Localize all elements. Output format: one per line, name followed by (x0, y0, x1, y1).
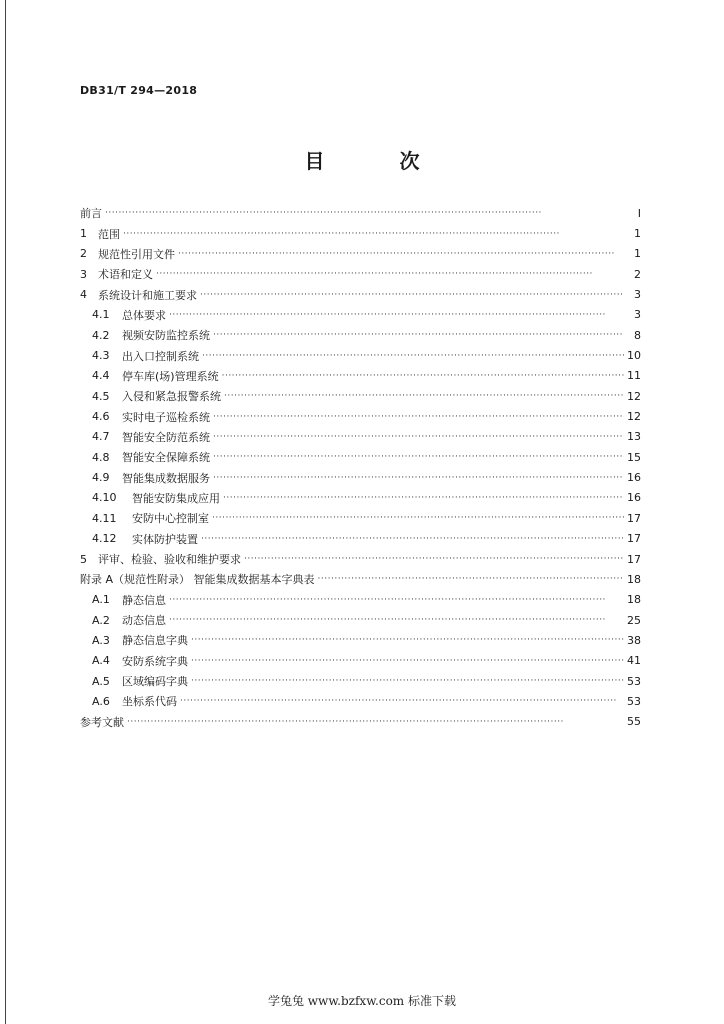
toc-entry[interactable] (80, 447, 641, 467)
toc-entry-label: 区域编码字典 (122, 675, 188, 689)
toc-entry-page: 1 (634, 227, 641, 241)
toc-entry-number: 4.2 (92, 328, 110, 342)
toc-entry-label: 前言 (80, 207, 102, 221)
toc-entry-page: 25 (627, 613, 641, 627)
toc-entry[interactable] (80, 264, 641, 284)
toc-entry-label: 坐标系代码 (122, 695, 177, 709)
dot-leader (105, 208, 624, 218)
dot-leader (223, 493, 624, 503)
toc-entry-label: 智能安全防范系统 (122, 430, 210, 444)
toc-entry-page: 8 (634, 328, 641, 342)
toc-entry[interactable] (80, 671, 641, 691)
toc-entry-number: 2 (80, 247, 87, 261)
toc-entry-number: A.1 (92, 593, 110, 607)
toc-entry-page: 38 (627, 633, 641, 647)
toc-entry-number: 4.1 (92, 308, 110, 322)
toc-entry-page: 55 (627, 715, 641, 729)
toc-entry[interactable] (80, 325, 641, 345)
toc-entry-number: A.2 (92, 613, 110, 627)
toc-entry[interactable] (80, 630, 641, 650)
toc-entry[interactable] (80, 569, 641, 589)
toc-entry-number: 4.7 (92, 430, 110, 444)
toc-entry-label: 实体防护装置 (132, 532, 198, 546)
toc-entry-page: 1 (634, 247, 641, 261)
dot-leader (224, 391, 624, 401)
dot-leader (191, 656, 624, 666)
toc-entry[interactable] (80, 386, 641, 406)
toc-entry-label: 参考文献 (80, 715, 124, 729)
toc-entry[interactable] (80, 223, 641, 243)
toc-entry-number: A.6 (92, 694, 110, 708)
dot-leader (213, 452, 624, 462)
toc-entry-label: 动态信息 (122, 614, 166, 628)
toc-entry-number: 3 (80, 267, 87, 281)
toc-entry-page: 17 (627, 552, 641, 566)
page-title: 目 次 (304, 149, 454, 173)
toc-entry[interactable] (80, 345, 641, 365)
toc-entry-page: 17 (627, 532, 641, 546)
toc-entry-page: Ⅰ (637, 206, 641, 220)
toc-entry[interactable] (80, 712, 641, 732)
toc-entry[interactable] (80, 244, 641, 264)
toc-entry-label: 入侵和紧急报警系统 (122, 390, 221, 404)
dot-leader (213, 330, 624, 340)
dot-leader (213, 432, 624, 442)
toc-entry[interactable] (80, 549, 641, 569)
toc-entry-label: 视频安防监控系统 (122, 329, 210, 343)
dot-leader (244, 554, 624, 564)
toc-entry-number: 4.3 (92, 349, 110, 363)
toc-entry-page: 16 (627, 491, 641, 505)
toc-entry-number: A.5 (92, 674, 110, 688)
toc-entry-number: 4.5 (92, 389, 110, 403)
toc-entry[interactable] (80, 610, 641, 630)
toc-entry-label: 停车库(场)管理系统 (122, 369, 219, 383)
toc-entry[interactable] (80, 284, 641, 304)
toc-entry-page: 16 (627, 471, 641, 485)
toc-entry-label: 实时电子巡检系统 (122, 410, 210, 424)
toc-entry-label: 静态信息字典 (122, 634, 188, 648)
toc-entry-page: 13 (627, 430, 641, 444)
toc-entry-page: 2 (634, 267, 641, 281)
toc-entry-number: 4.6 (92, 410, 110, 424)
dot-leader (191, 676, 624, 686)
toc-entry-label: 静态信息 (122, 593, 166, 607)
toc-entry[interactable] (80, 406, 641, 426)
toc-entry-number: A.4 (92, 654, 110, 668)
toc-entry-page: 12 (627, 410, 641, 424)
dot-leader (123, 229, 624, 239)
toc-entry-number: 4.11 (92, 511, 117, 525)
toc-entry-label: 安防中心控制室 (132, 512, 209, 526)
toc-entry-page: 3 (634, 308, 641, 322)
toc-entry-number: 5 (80, 552, 87, 566)
toc-entry-number: 4.12 (92, 532, 117, 546)
toc-entry[interactable] (80, 529, 641, 549)
toc-entry[interactable] (80, 488, 641, 508)
dot-leader (213, 412, 624, 422)
dot-leader (191, 635, 624, 645)
toc-entry-label: 安防系统字典 (122, 654, 188, 668)
toc-entry-label: 附录 A（规范性附录） 智能集成数据基本字典表 (80, 573, 315, 587)
dot-leader (178, 249, 624, 259)
toc-entry-page: 18 (627, 593, 641, 607)
toc-entry-label: 评审、检验、验收和维护要求 (98, 553, 241, 567)
dot-leader (212, 513, 624, 523)
toc-entry[interactable] (80, 305, 641, 325)
dot-leader (180, 696, 624, 706)
dot-leader (169, 595, 624, 605)
toc-entry-label: 智能安防集成应用 (132, 491, 220, 505)
dot-leader (169, 615, 624, 625)
toc-entry-page: 18 (627, 572, 641, 586)
toc-entry[interactable] (80, 691, 641, 711)
toc-entry-number: A.3 (92, 633, 110, 647)
dot-leader (127, 717, 624, 727)
toc-entry-page: 12 (627, 389, 641, 403)
toc-entry[interactable] (80, 590, 641, 610)
toc-entry-label: 范围 (98, 227, 120, 241)
toc-entry-label: 规范性引用文件 (98, 247, 175, 261)
dot-leader (200, 290, 624, 300)
table-of-contents (80, 203, 641, 732)
dot-leader (318, 574, 624, 584)
toc-entry[interactable] (80, 203, 641, 223)
toc-entry-number: 4.10 (92, 491, 117, 505)
toc-entry-page: 17 (627, 511, 641, 525)
document-code: DB31/T 294—2018 (80, 84, 198, 97)
watermark-footer: 学兔兔 www.bzfxw.com 标准下载 (267, 994, 457, 1008)
toc-entry-page: 3 (634, 288, 641, 302)
dot-leader (202, 351, 624, 361)
toc-entry-label: 智能集成数据服务 (122, 471, 210, 485)
toc-entry-label: 总体要求 (122, 308, 166, 322)
toc-entry-page: 10 (627, 349, 641, 363)
toc-entry[interactable] (80, 366, 641, 386)
toc-entry-label: 出入口控制系统 (122, 349, 199, 363)
toc-entry-page: 53 (627, 674, 641, 688)
dot-leader (222, 371, 624, 381)
toc-entry-label: 智能安全保障系统 (122, 451, 210, 465)
toc-entry[interactable] (80, 651, 641, 671)
toc-entry-label: 术语和定义 (98, 268, 153, 282)
toc-entry[interactable] (80, 467, 641, 487)
toc-entry-page: 15 (627, 450, 641, 464)
toc-entry-number: 4.9 (92, 471, 110, 485)
dot-leader (213, 473, 624, 483)
toc-entry-label: 系统设计和施工要求 (98, 288, 197, 302)
dot-leader (169, 310, 624, 320)
toc-entry-page: 11 (627, 369, 641, 383)
toc-entry[interactable] (80, 508, 641, 528)
toc-entry-number: 1 (80, 227, 87, 241)
toc-entry-page: 41 (627, 654, 641, 668)
dot-leader (156, 269, 624, 279)
toc-entry-number: 4.8 (92, 450, 110, 464)
dot-leader (201, 534, 624, 544)
toc-entry[interactable] (80, 427, 641, 447)
toc-entry-number: 4 (80, 288, 87, 302)
toc-entry-page: 53 (627, 694, 641, 708)
toc-entry-number: 4.4 (92, 369, 110, 383)
